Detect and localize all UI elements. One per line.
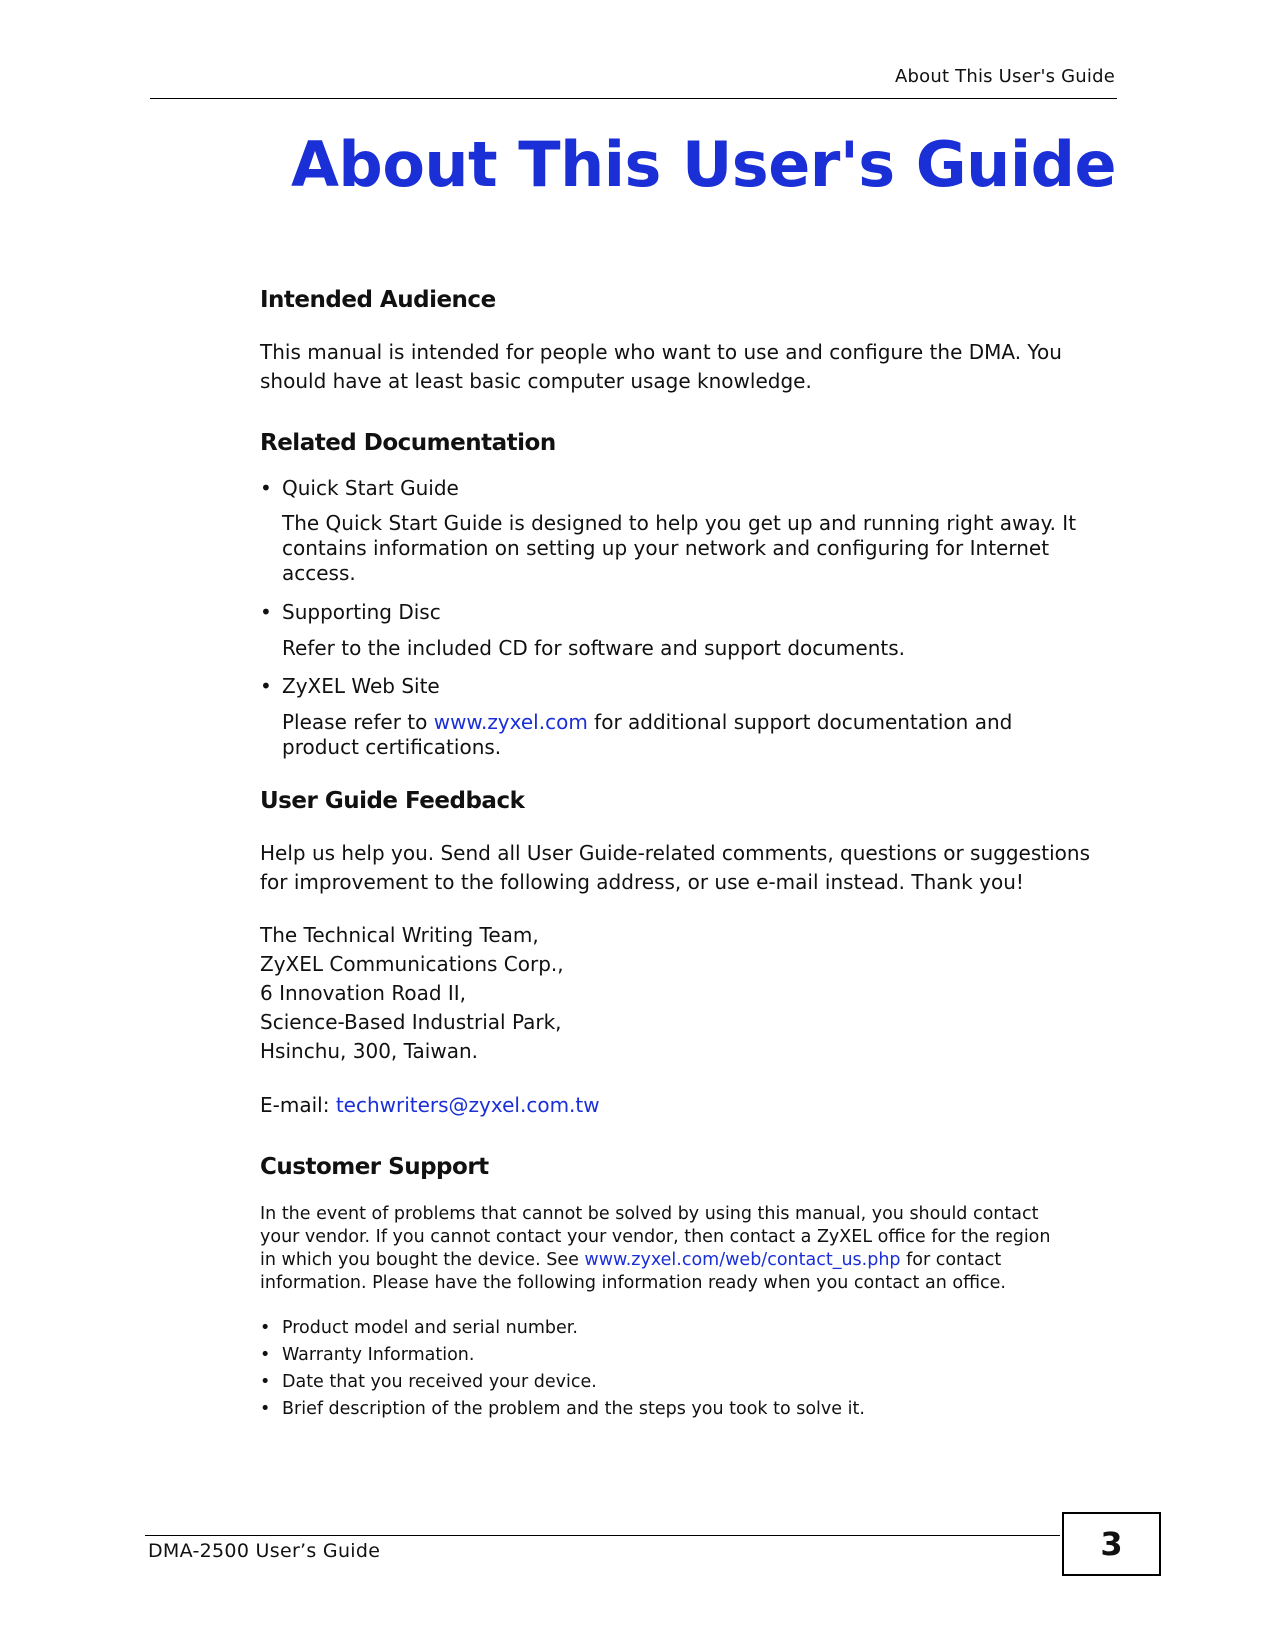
supporting-disc-desc: Refer to the included CD for software and support documents.	[282, 636, 905, 660]
bullet: •	[260, 674, 272, 698]
bullet: •	[260, 476, 272, 500]
feedback-line-2: for improvement to the following address, or use e-mail instead. Thank you!	[260, 870, 1024, 894]
address-line-4: Science-Based Industrial Park,	[260, 1010, 562, 1034]
zyxel-website-link[interactable]: www.zyxel.com	[433, 710, 588, 734]
bullet: •	[260, 1399, 271, 1419]
footer-doc-title: DMA-2500 User’s Guide	[148, 1540, 381, 1562]
address-line-3: 6 Innovation Road II,	[260, 981, 467, 1005]
bullet: •	[260, 1372, 271, 1392]
header-rule	[150, 98, 1117, 99]
page-title: About This User's Guide	[290, 128, 1116, 201]
footer-rule	[145, 1535, 1060, 1536]
zyxel-web-site-label: ZyXEL Web Site	[282, 674, 440, 698]
page-number: 3	[1100, 1525, 1123, 1563]
support-bullet-4: Brief description of the problem and the steps you took to solve it.	[282, 1399, 865, 1419]
support-bullet-1: Product model and serial number.	[282, 1318, 578, 1338]
related-documentation-heading: Related Documentation	[260, 430, 556, 456]
address-line-1: The Technical Writing Team,	[260, 923, 539, 947]
intended-audience-line-1: This manual is intended for people who want to use and configure the DMA. You	[260, 340, 1062, 364]
support-line-3	[260, 1249, 1001, 1272]
address-line-2: ZyXEL Communications Corp.,	[260, 952, 564, 976]
page-number-box	[1062, 1512, 1161, 1576]
bullet: •	[260, 1345, 271, 1365]
list-item	[260, 600, 441, 624]
customer-support-heading: Customer Support	[260, 1154, 489, 1180]
zyxel-web-site-desc-line-2: product certifications.	[282, 735, 502, 759]
quick-start-desc-line-1: The Quick Start Guide is designed to help you get up and running right away. It	[282, 511, 1077, 535]
email-line	[260, 1091, 600, 1120]
zyxel-web-site-desc-line-1	[282, 710, 1012, 735]
list-item	[260, 674, 440, 698]
support-line-3-pre: in which you bought the device. See	[260, 1250, 585, 1270]
address-line-5: Hsinchu, 300, Taiwan.	[260, 1039, 479, 1063]
quick-start-desc-line-2: contains information on setting up your network and configuring for Internet	[282, 536, 1050, 560]
support-line-1: In the event of problems that cannot be solved by using this manual, you should contact	[260, 1204, 1039, 1224]
supporting-disc-label: Supporting Disc	[282, 600, 441, 624]
zyxel-web-site-desc-pre: Please refer to	[282, 710, 434, 734]
quick-start-guide-label: Quick Start Guide	[282, 476, 459, 500]
support-line-3-post: for contact	[900, 1250, 1002, 1270]
support-bullet-2: Warranty Information.	[282, 1345, 475, 1365]
support-bullet-3: Date that you received your device.	[282, 1372, 597, 1392]
quick-start-desc-line-3: access.	[282, 561, 356, 585]
list-item	[260, 476, 459, 500]
intended-audience-heading: Intended Audience	[260, 287, 496, 313]
bullet: •	[260, 600, 272, 624]
list-item	[260, 1371, 597, 1394]
feedback-line-1: Help us help you. Send all User Guide-related comments, questions or suggestions	[260, 841, 1090, 865]
intended-audience-line-2: should have at least basic computer usage knowledge.	[260, 369, 812, 393]
zyxel-web-site-desc-post: for additional support documentation and	[587, 710, 1013, 734]
user-guide-feedback-heading: User Guide Feedback	[260, 788, 525, 814]
email-label: E-mail:	[260, 1093, 336, 1117]
email-link[interactable]: techwriters@zyxel.com.tw	[335, 1093, 600, 1117]
list-item	[260, 1398, 865, 1421]
contact-us-link[interactable]: www.zyxel.com/web/contact_us.php	[584, 1250, 901, 1270]
running-header: About This User's Guide	[895, 66, 1115, 87]
support-line-2: your vendor. If you cannot contact your vendor, then contact a ZyXEL office for the region	[260, 1227, 1051, 1247]
support-line-4: information. Please have the following information ready when you contact an office.	[260, 1273, 1006, 1293]
list-item	[260, 1317, 578, 1340]
list-item	[260, 1344, 474, 1367]
bullet: •	[260, 1318, 271, 1338]
